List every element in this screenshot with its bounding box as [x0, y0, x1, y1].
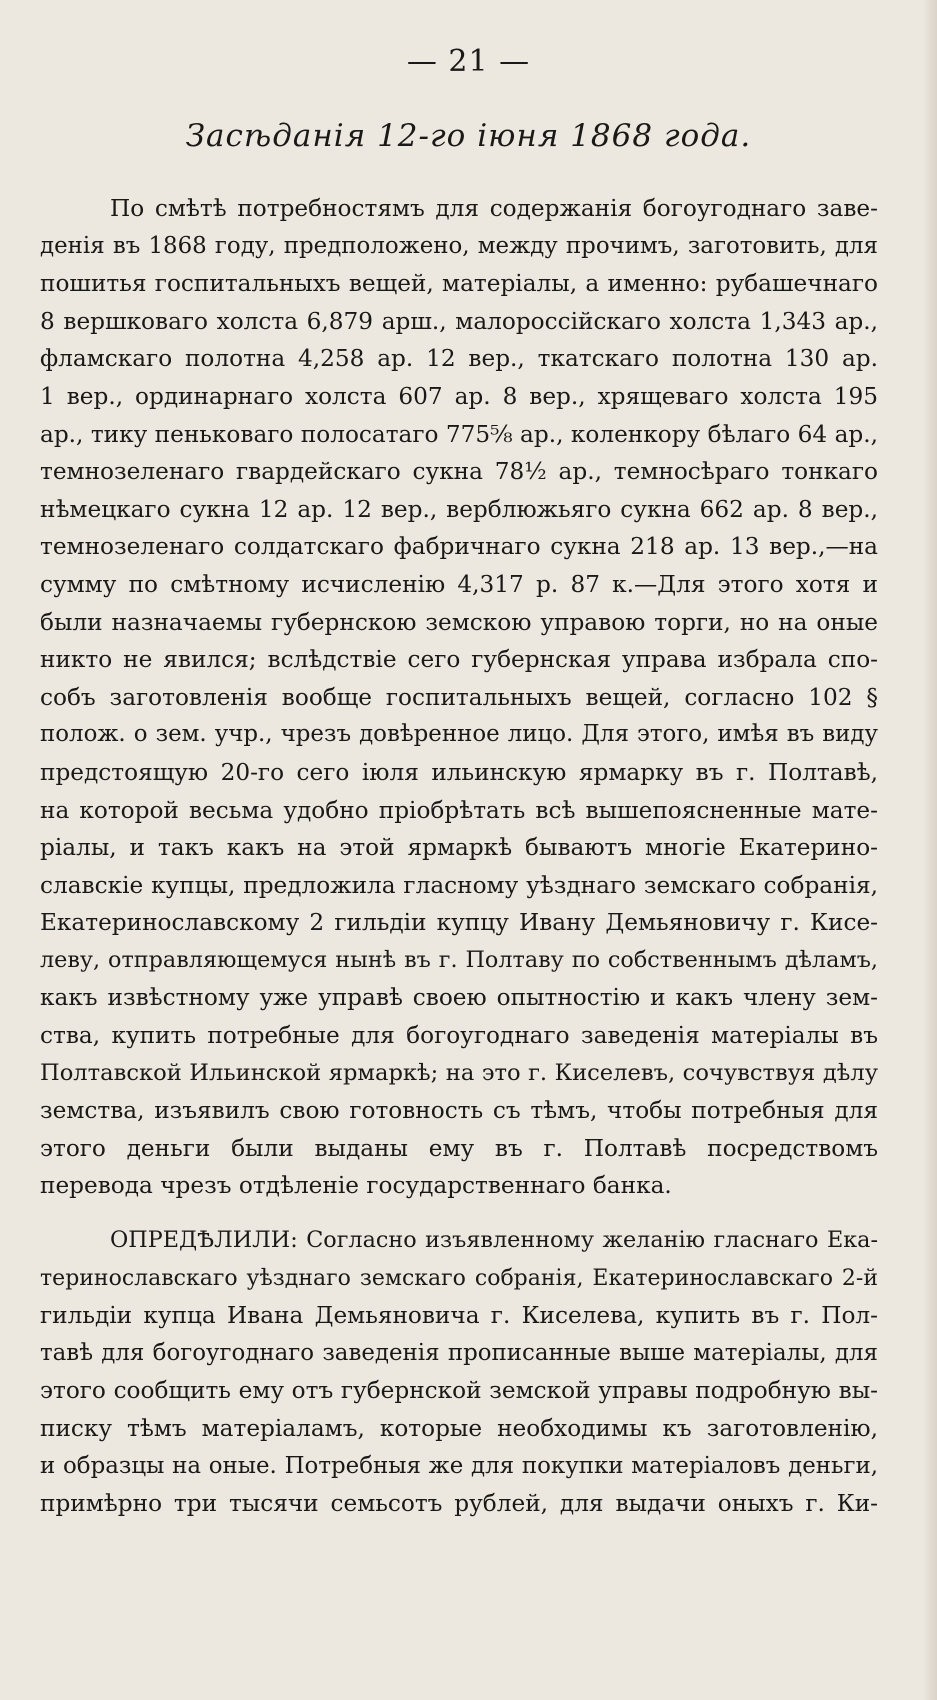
text-line: темнозеленаго солдатскаго фабричнаго сукна 218 ар. 13 вер.,—на: [40, 533, 878, 561]
session-heading: Засѣданія 12-го іюня 1868 года.: [185, 118, 752, 154]
paragraph-2: [40, 1222, 878, 1523]
text-line: предстоящую 20-го сего іюля ильинскую ярмарку въ г. Полтавѣ,: [40, 758, 878, 786]
text-line: на которой весьма удобно пріобрѣтать всѣ вышепоясненные мате-: [40, 796, 878, 824]
text-line: денія въ 1868 году, предположено, между прочимъ, заготовить, для: [40, 232, 878, 259]
text-line: Полтавской Ильинской ярмаркѣ; на это г. Киселевъ, сочувствуя дѣлу: [40, 1059, 878, 1086]
text-line: гильдіи купца Ивана Демьяновича г. Киселева, купить въ г. Пол-: [40, 1302, 878, 1330]
text-line: нѣмецкаго сукна 12 ар. 12 вер., верблюжьяго сукна 662 ар. 8 вер.,: [40, 495, 878, 523]
text-line: примѣрно три тысячи семьсотъ рублей, для выдачи оныхъ г. Ки-: [40, 1490, 878, 1518]
text-line: сумму по смѣтному исчисленію 4,317 р. 87 к.—Для этого хотя и: [40, 570, 878, 598]
text-line: никто не явился; вслѣдствіе сего губернская управа избрала спо-: [40, 646, 878, 674]
paragraph-1: [40, 190, 878, 1205]
text-line: этого сообщить ему отъ губернской земской управы подробную вы-: [40, 1377, 878, 1405]
text-line: 1 вер., ординарнаго холста 607 ар. 8 вер., хрящеваго холста 195: [40, 382, 878, 410]
text-line: славскіе купцы, предложила гласному уѣзднаго земскаго собранія,: [40, 871, 878, 899]
text-line: По смѣтѣ потребностямъ для содержанія богоугоднаго заве-: [110, 195, 878, 222]
text-line: и образцы на оные. Потребныя же для покупки матеріаловъ деньги,: [40, 1452, 878, 1479]
text-line: теринославскаго уѣзднаго земскаго собранія, Екатеринославскаго 2-й: [40, 1265, 878, 1291]
text-line: были назначаемы губернскою земскою управою торги, но на оные: [40, 608, 878, 636]
text-line: полож. о зем. учр., чрезъ довѣренное лицо. Для этого, имѣя въ виду: [40, 721, 878, 748]
text-line: писку тѣмъ матеріаламъ, которые необходимы къ заготовленію,: [40, 1414, 878, 1442]
text-line: какъ извѣстному уже управѣ своею опытностію и какъ члену зем-: [40, 984, 878, 1012]
text-line: собъ заготовленія вообще госпитальныхъ вещей, согласно 102 §: [40, 683, 878, 711]
text-line: ріалы, и такъ какъ на этой ярмаркѣ бываютъ многіе Екатерино-: [40, 834, 878, 862]
text-line: 8 вершковаго холста 6,879 арш., малороссійскаго холста 1,343 ар.,: [40, 307, 878, 335]
text-line: пошитья госпитальныхъ вещей, матеріалы, а именно: рубашечнаго: [40, 270, 878, 298]
text-line: ар., тику пеньковаго полосатаго 775⅝ ар., коленкору бѣлаго 64 ар.,: [40, 420, 878, 448]
page-number: — 21 —: [406, 44, 531, 79]
text-line: ОПРЕДѢЛИЛИ: Согласно изъявленному желанію гласнаго Ека-: [110, 1227, 878, 1253]
text-line: темнозеленаго гвардейскаго сукна 78½ ар., темносѣраго тонкаго: [40, 458, 878, 486]
text-line: Екатеринославскому 2 гильдіи купцу Ивану Демьяновичу г. Кисе-: [40, 909, 878, 937]
text-line: ства, купить потребные для богоугоднаго заведенія матеріалы въ: [40, 1022, 878, 1050]
text-line: тавѣ для богоугоднаго заведенія прописанные выше матеріалы, для: [40, 1339, 878, 1366]
text-line: леву, отправляющемуся нынѣ въ г. Полтаву по собственнымъ дѣламъ,: [40, 946, 878, 973]
text-line: перевода чрезъ отдѣленіе государственнаго банка.: [40, 1172, 672, 1200]
text-line: фламскаго полотна 4,258 ар. 12 вер., ткатскаго полотна 130 ар.: [40, 345, 878, 373]
text-line: земства, изъявилъ свою готовность съ тѣмъ, чтобы потребныя для: [40, 1097, 878, 1125]
text-line: этого деньги были выданы ему въ г. Полтавѣ посредствомъ: [40, 1134, 878, 1162]
page-edge-shadow: [923, 0, 937, 1700]
